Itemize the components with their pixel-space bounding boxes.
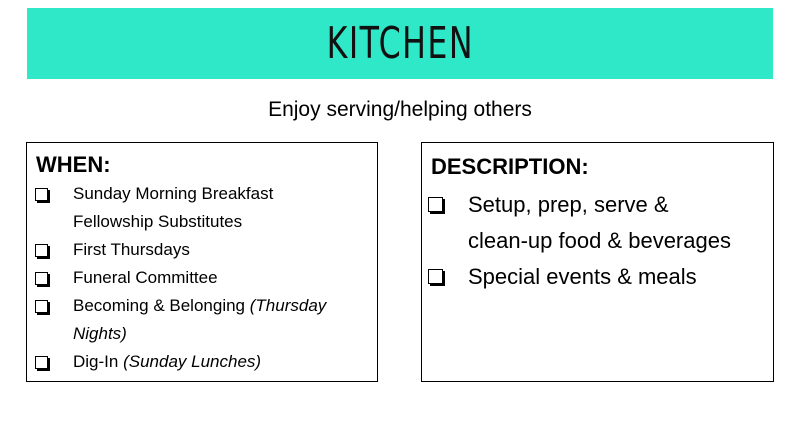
item-label: First Thursdays	[73, 240, 190, 259]
list-item	[35, 236, 190, 264]
checkbox-icon	[35, 356, 73, 369]
checkbox-icon	[35, 188, 73, 201]
item-label: Setup, prep, serve &	[468, 192, 669, 217]
item-note: (Thursday	[249, 296, 327, 315]
title-banner	[27, 8, 773, 79]
checkbox-icon	[35, 272, 73, 285]
list-item	[428, 259, 697, 295]
description-heading: DESCRIPTION:	[431, 154, 589, 179]
item-label: Dig-In	[73, 352, 119, 371]
when-heading: WHEN:	[36, 152, 111, 177]
list-item	[35, 292, 326, 348]
subtitle: Enjoy serving/helping others	[268, 98, 532, 121]
list-item	[35, 180, 273, 236]
item-label: clean-up food & beverages	[468, 228, 731, 253]
item-label: Funeral Committee	[73, 268, 218, 287]
when-box	[26, 142, 378, 382]
list-item	[35, 264, 218, 292]
description-box	[421, 142, 774, 382]
item-label: Special events & meals	[468, 264, 697, 289]
checkbox-icon	[428, 269, 468, 284]
item-label: Becoming & Belonging	[73, 296, 246, 315]
item-label: Sunday Morning Breakfast	[73, 184, 274, 203]
list-item	[428, 187, 731, 259]
item-note: (Sunday Lunches)	[123, 352, 262, 371]
item-label: Fellowship Substitutes	[73, 212, 243, 231]
page-title: KITCHEN	[326, 18, 474, 69]
checkbox-icon	[35, 244, 73, 257]
list-item	[35, 348, 261, 376]
checkbox-icon	[35, 300, 73, 313]
item-note: Nights)	[73, 324, 127, 343]
checkbox-icon	[428, 197, 468, 212]
